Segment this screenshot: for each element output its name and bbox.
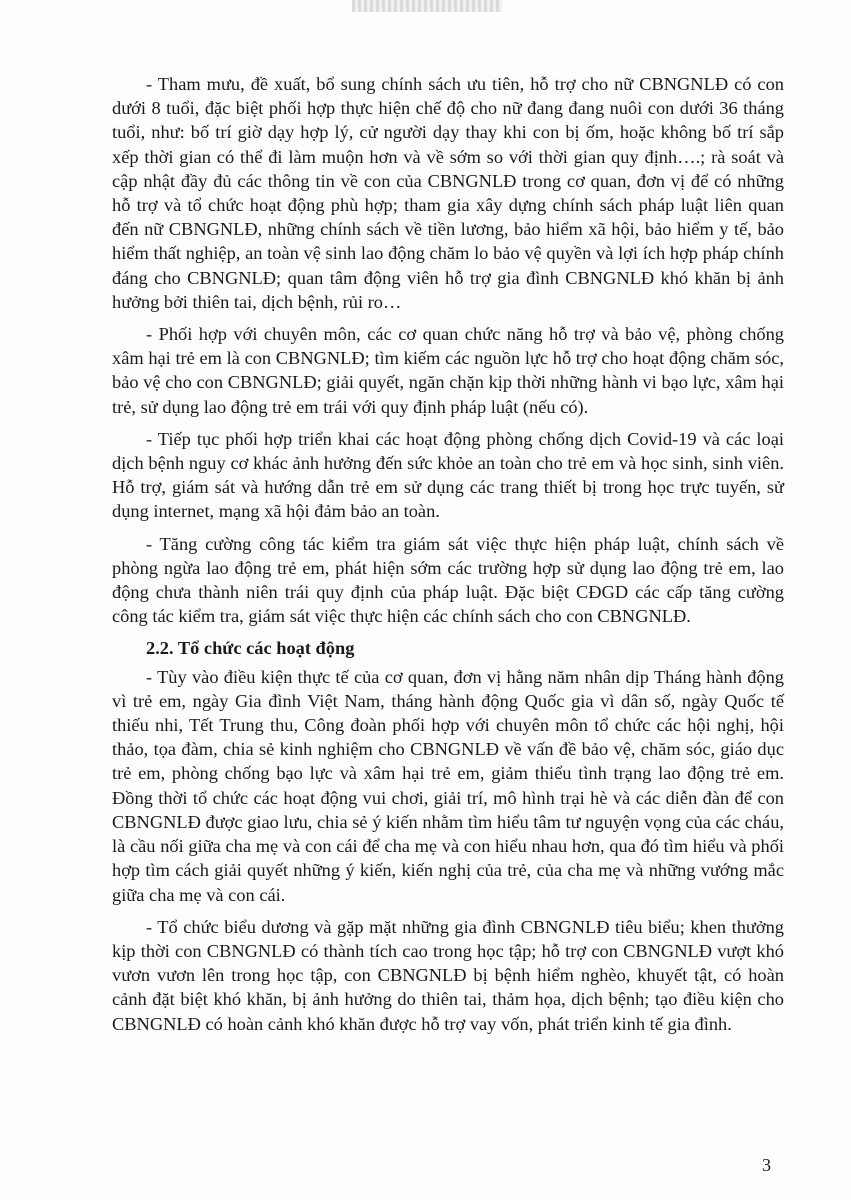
paragraph-covid-prevention: - Tiếp tục phối hợp triển khai các hoạt động phòng chống dịch Covid-19 và các loại dịch bệnh nguy cơ khác ảnh hưởng đến sức khỏe an toàn cho trẻ em và học sinh, sinh viên. Hỗ trợ, giám sát và hướng dẫn trẻ em sử dụng các trang thiết bị trong học trực tuyến, sử dụng internet, mạng xã hội đảm bảo an toàn. [112, 428, 784, 522]
paragraph-policy-support: - Tham mưu, đề xuất, bổ sung chính sách ưu tiên, hỗ trợ cho nữ CBNGNLĐ có con dưới 8 tuổi, đặc biệt phối hợp thực hiện chế độ cho nữ đang đang nuôi con dưới 36 tháng tuổi, như: bố trí giờ dạy hợp lý, cử người dạy thay khi con bị ốm, hoặc không bố trí sắp xếp thời gian có thể đi làm muộn hơn và về sớm so với thời gian quy định….; rà soát và cập nhật đầy đủ các thông tin về con của CBNGNLĐ trong cơ quan, đơn vị để có những hỗ trợ và tổ chức hoạt động phù hợp; tham gia xây dựng chính sách pháp luật liên quan đến nữ CBNGNLĐ, những chính sách về tiền lương, bảo hiểm xã hội, bảo hiểm y tế, bảo hiểm thất nghiệp, an toàn vệ sinh lao động chăm lo bảo vệ quyền và lợi ích hợp pháp chính đáng cho CBNGNLĐ; quan tâm động viên hỗ trợ gia đình CBNGNLĐ khó khăn bị ảnh hưởng bởi thiên tai, dịch bệnh, rủi ro… [112, 74, 784, 312]
paragraph-commendation: - Tổ chức biểu dương và gặp mặt những gia đình CBNGNLĐ tiêu biểu; khen thưởng kịp thời con CBNGNLĐ có thành tích cao trong học tập; hỗ trợ con CBNGNLĐ vượt khó vươn vươn lên trong học tập, con CBNGNLĐ bị bệnh hiểm nghèo, khuyết tật, có hoàn cảnh đặt biệt khó khăn, bị ảnh hưởng do thiên tai, thảm họa, dịch bệnh; tạo điều kiện cho CBNGNLĐ có hoàn cảnh khó khăn được hỗ trợ vay vốn, phát triển kinh tế gia đình. [112, 916, 784, 1034]
document-body [112, 72, 784, 1044]
scan-artifact [352, 0, 502, 12]
paragraph-child-protection: - Phối hợp với chuyên môn, các cơ quan chức năng hỗ trợ và bảo vệ, phòng chống xâm hại trẻ em là con CBNGNLĐ; tìm kiếm các nguồn lực hỗ trợ cho hoạt động chăm sóc, bảo vệ cho con CBNGNLĐ; giải quyết, ngăn chặn kịp thời những hành vi bạo lực, xâm hại trẻ, sử dụng lao động trẻ em trái với quy định pháp luật (nếu có). [112, 324, 784, 417]
page-number: 3 [762, 1155, 771, 1175]
section-heading: 2.2. Tổ chức các hoạt động [146, 638, 355, 659]
paragraph-inspection: - Tăng cường công tác kiểm tra giám sát việc thực hiện pháp luật, chính sách về phòng ngừa lao động trẻ em, phát hiện sớm các trường hợp sử dụng lao động trẻ em, lao động chưa thành niên trái quy định của pháp luật. Đặc biệt CĐGD các cấp tăng cường công tác kiểm tra, giám sát việc thực hiện các chính sách cho con CBNGNLĐ. [112, 533, 784, 627]
paragraph-activities: - Tùy vào điều kiện thực tế của cơ quan, đơn vị hằng năm nhân dịp Tháng hành động vì trẻ em, ngày Gia đình Việt Nam, tháng hành động Quốc gia vì dân số, ngày Quốc tế thiếu nhi, Tết Trung thu, Công đoàn phối hợp với chuyên môn tổ chức các hội nghị, hội thảo, tọa đàm, chia sẻ kinh nghiệm cho CBNGNLĐ về vấn đề bảo vệ, chăm sóc, giáo dục trẻ em, phòng chống bạo lực và xâm hại trẻ em, giảm thiểu tình trạng lao động trẻ em. Đồng thời tổ chức các hoạt động vui chơi, giải trí, mô hình trại hè và các diễn đàn để con CBNGNLĐ được giao lưu, chia sẻ ý kiến nhằm tìm hiểu tâm tư nguyện vọng của các cháu, là cầu nối giữa cha mẹ và con cái để cha mẹ và con hiểu nhau hơn, qua đó tìm hiểu và phối hợp tìm cách giải quyết những ý kiến, kiến nghị của trẻ, của cha mẹ và những vướng mắc giữa cha mẹ và con cái. [112, 666, 784, 905]
